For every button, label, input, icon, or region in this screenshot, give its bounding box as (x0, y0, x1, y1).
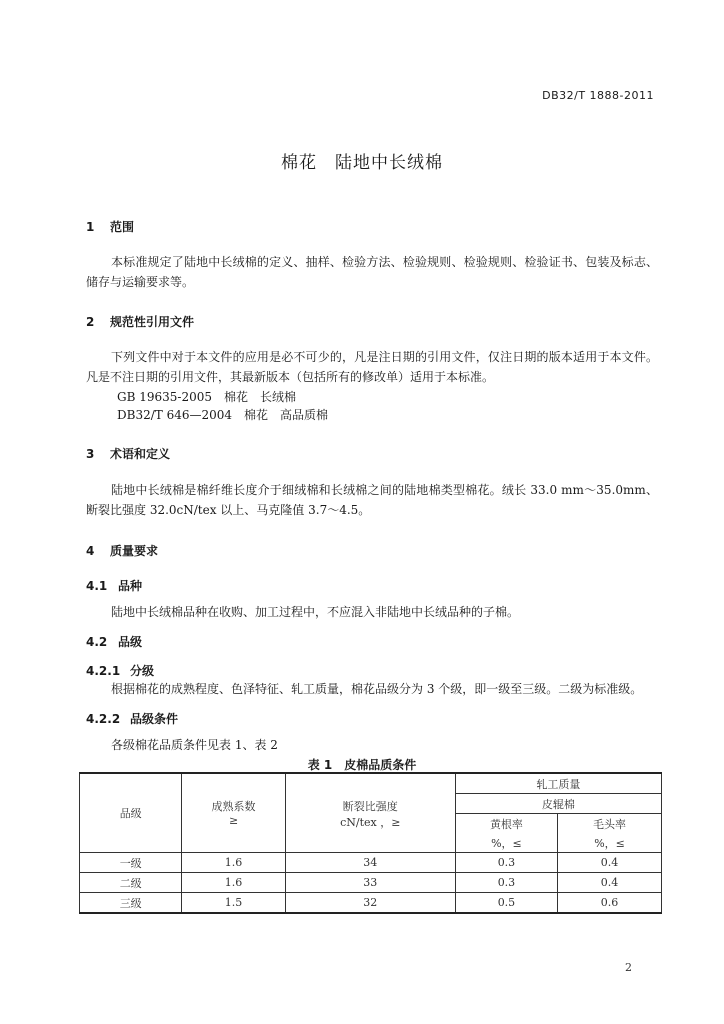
section-3-heading (86, 445, 170, 462)
header-strength: 断裂比强度 (285, 773, 455, 814)
section-4-2-2-paragraph: 各级棉花品质条件见表 1、表 2 (111, 738, 278, 752)
header-hair-head: 毛头率 (558, 814, 662, 834)
section-4-heading (86, 542, 158, 559)
cell-hair-head: 0.4 (558, 873, 662, 893)
section-2-heading (86, 313, 194, 330)
section-number: 4 (86, 544, 95, 558)
cell-grade: 一级 (80, 853, 182, 873)
header-yellow-root: 黄根率 (455, 814, 557, 834)
section-number: 4.2.2 (86, 712, 121, 726)
section-4-2-1-paragraph: 根据棉花的成熟程度、色泽特征、轧工质量，棉花品级分为 3 个级，即一级至三级。二级为标准级。 (111, 682, 643, 696)
cell-strength: 34 (285, 853, 455, 873)
cell-grade: 二级 (80, 873, 182, 893)
table-caption: 表 1 皮棉品质条件 (307, 758, 417, 772)
section-number: 4.2 (86, 635, 108, 649)
section-title: 品种 (118, 579, 143, 593)
section-1-heading (86, 218, 134, 235)
cell-strength: 32 (285, 893, 455, 914)
header-maturity: 成熟系数 (182, 773, 285, 814)
document-title: 棉花 陆地中长绒棉 (281, 153, 443, 173)
cell-hair-head: 0.6 (558, 893, 662, 914)
cell-maturity: 1.6 (182, 853, 285, 873)
normative-reference: DB32/T 646—2004 棉花 高品质棉 (117, 408, 329, 422)
section-title: 品级条件 (130, 712, 179, 726)
section-2-paragraph: 下列文件中对于本文件的应用是必不可少的，凡是注日期的引用文件，仅注日期的版本适用于本文件。凡是不注日期的引用文件，其最新版本（包括所有的修改单）适用于本标准。 (86, 350, 658, 384)
grade-conditions-table (79, 772, 662, 914)
cell-maturity: 1.5 (182, 893, 285, 914)
section-title: 质量要求 (110, 544, 159, 558)
header-maturity-unit: ≥ (182, 814, 285, 853)
table-row (80, 873, 662, 893)
header-ginning-quality: 轧工质量 (455, 773, 661, 794)
section-number: 4.1 (86, 579, 108, 593)
standard-code: DB32/T 1888-2011 (542, 89, 654, 102)
section-title: 规范性引用文件 (110, 315, 195, 329)
section-title: 分级 (130, 664, 155, 678)
cell-hair-head: 0.4 (558, 853, 662, 873)
section-number: 2 (86, 315, 95, 329)
cell-yellow-root: 0.3 (455, 873, 557, 893)
table-row (80, 893, 662, 914)
cell-maturity: 1.6 (182, 873, 285, 893)
page-number: 2 (625, 961, 632, 974)
cell-yellow-root: 0.5 (455, 893, 557, 914)
section-number: 3 (86, 447, 95, 461)
section-title: 品级 (118, 635, 143, 649)
header-strength-unit: cN/tex ，≥ (285, 814, 455, 853)
section-1-paragraph: 本标准规定了陆地中长绒棉的定义、抽样、检验方法、检验规则、检验规则、检验证书、包装及标志、储存与运输要求等。 (86, 255, 658, 289)
cell-strength: 33 (285, 873, 455, 893)
cell-yellow-root: 0.3 (455, 853, 557, 873)
header-hair-head-unit: %，≤ (558, 833, 662, 853)
section-3-paragraph: 陆地中长绒棉是棉纤维长度介于细绒棉和长绒棉之间的陆地棉类型棉花。绒长 33.0 mm～35.0mm、断裂比强度 32.0cN/tex 以上、马克隆值 3.7～4.5。 (86, 483, 658, 517)
section-4-2-heading (86, 633, 142, 650)
section-number: 4.2.1 (86, 664, 121, 678)
header-grade: 品级 (80, 773, 182, 853)
header-lint: 皮辊棉 (455, 794, 661, 814)
section-title: 范围 (110, 220, 135, 234)
table-row (80, 853, 662, 873)
section-4-2-1-heading (86, 662, 154, 679)
section-4-1-paragraph: 陆地中长绒棉品种在收购、加工过程中，不应混入非陆地中长绒品种的子棉。 (111, 605, 520, 619)
normative-reference: GB 19635-2005 棉花 长绒棉 (117, 390, 296, 404)
section-number: 1 (86, 220, 95, 234)
header-yellow-root-unit: %，≤ (455, 833, 557, 853)
section-4-2-2-heading (86, 710, 178, 727)
section-title: 术语和定义 (110, 447, 171, 461)
cell-grade: 三级 (80, 893, 182, 914)
section-4-1-heading (86, 577, 142, 594)
